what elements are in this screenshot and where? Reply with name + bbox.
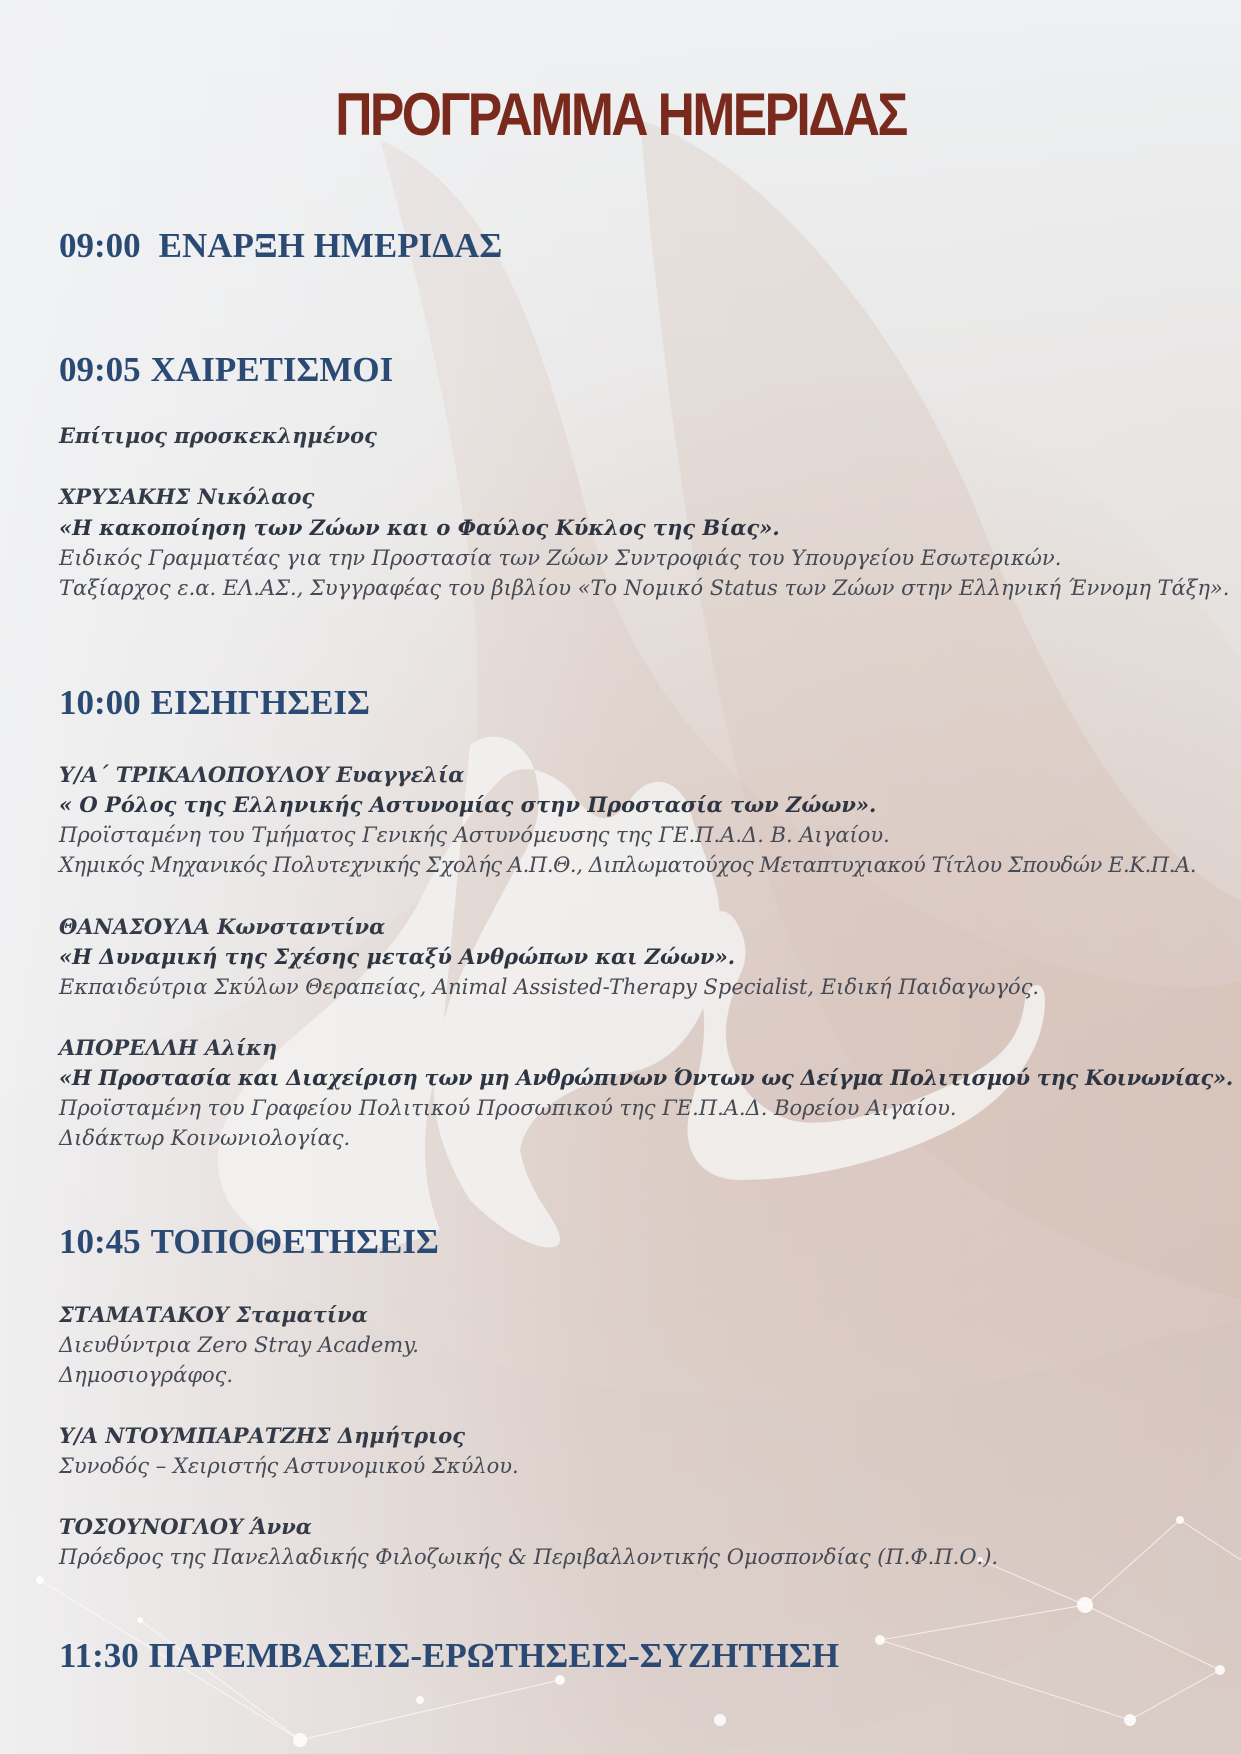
speaker-role: Εκπαιδεύτρια Σκύλων Θεραπείας, Animal Assisted-Therapy Specialist, Ειδική Παιδαγωγός. bbox=[59, 975, 1040, 999]
section-title: ΕΙΣΗΓΗΣΕΙΣ bbox=[150, 683, 370, 722]
speaker-role: Προϊσταμένη του Τμήματος Γενικής Αστυνόμευσης της ΓΕ.Π.Α.Δ. Β. Αιγαίου. bbox=[59, 823, 890, 847]
speaker-name: ΘΑΝΑΣΟΥΛΑ Κωνσταντίνα bbox=[59, 914, 386, 939]
section-heading-opening bbox=[59, 226, 502, 266]
speaker-role: Διδάκτωρ Κοινωνιολογίας. bbox=[59, 1126, 351, 1150]
talk-title: «Η Προστασία και Διαχείριση των μη Ανθρώπινων Όντων ως Δείγμα Πολιτισμού της Κοινωνίας». bbox=[59, 1065, 1233, 1090]
speaker-name: ΤΟΣΟΥΝΟΓΛΟΥ Άννα bbox=[59, 1514, 312, 1539]
speaker-name: Υ/Α ΝΤΟΥΜΠΑΡΑΤΖΗΣ Δημήτριος bbox=[59, 1423, 466, 1448]
talk-title: «Η Δυναμική της Σχέσης μεταξύ Ανθρώπων και Ζώων». bbox=[59, 944, 736, 969]
speaker-role: Διευθύντρια Zero Stray Academy. bbox=[59, 1333, 419, 1357]
section-time: 11:30 bbox=[59, 1636, 139, 1675]
section-heading-discussion bbox=[59, 1636, 839, 1676]
section-heading-positions bbox=[59, 1222, 439, 1262]
section-title: ΤΟΠΟΘΕΤΗΣΕΙΣ bbox=[150, 1222, 439, 1261]
section-title: ΠΑΡΕΜΒΑΣΕΙΣ-ΕΡΩΤΗΣΕΙΣ-ΣΥΖΗΤΗΣΗ bbox=[148, 1636, 840, 1675]
section-time: 10:45 bbox=[59, 1222, 141, 1261]
section-time: 09:05 bbox=[59, 350, 141, 389]
page-title: ΠΡΟΓΡΑΜΜΑ ΗΜΕΡΙΔΑΣ bbox=[335, 81, 906, 148]
speaker-name: ΧΡΥΣΑΚΗΣ Νικόλαος bbox=[59, 484, 315, 509]
honorary-guest-label: Επίτιμος προσκεκλημένος bbox=[59, 423, 377, 448]
speaker-role: Ταξίαρχος ε.α. ΕΛ.ΑΣ., Συγγραφέας του βιβλίου «Το Νομικό Status των Ζώων στην Ελληνική Έννομη Τάξη». bbox=[59, 576, 1230, 600]
section-title: ΧΑΙΡΕΤΙΣΜΟΙ bbox=[150, 350, 394, 389]
section-title: ΕΝΑΡΞΗ ΗΜΕΡΙΔΑΣ bbox=[158, 226, 503, 265]
speaker-role: Πρόεδρος της Πανελλαδικής Φιλοζωικής & Περιβαλλοντικής Ομοσπονδίας (Π.Φ.Π.Ο.). bbox=[59, 1545, 999, 1569]
speaker-role: Δημοσιογράφος. bbox=[59, 1363, 234, 1387]
speaker-name: ΣΤΑΜΑΤΑΚΟΥ Σταματίνα bbox=[59, 1302, 368, 1327]
speaker-name: Υ/Α΄ ΤΡΙΚΑΛΟΠΟΥΛΟΥ Ευαγγελία bbox=[59, 762, 465, 787]
speaker-role: Συνοδός – Χειριστής Αστυνομικού Σκύλου. bbox=[59, 1454, 519, 1478]
talk-title: «Η κακοποίηση των Ζώων και ο Φαύλος Κύκλος της Βίας». bbox=[59, 515, 780, 540]
section-time: 10:00 bbox=[59, 683, 141, 722]
talk-title: « Ο Ρόλος της Ελληνικής Αστυνομίας στην Προστασία των Ζώων». bbox=[59, 792, 877, 817]
speaker-role: Χημικός Μηχανικός Πολυτεχνικής Σχολής Α.Π.Θ., Διπλωματούχος Μεταπτυχιακού Τίτλου Σπουδών Ε.Κ.Π.Α. bbox=[59, 853, 1197, 877]
speaker-name: ΑΠΟΡΕΛΛΗ Αλίκη bbox=[59, 1035, 278, 1060]
section-heading-greetings bbox=[59, 350, 393, 390]
section-heading-presentations bbox=[59, 683, 370, 723]
section-time: 09:00 bbox=[59, 226, 141, 265]
speaker-role: Προϊσταμένη του Γραφείου Πολιτικού Προσωπικού της ΓΕ.Π.Α.Δ. Βορείου Αιγαίου. bbox=[59, 1096, 957, 1120]
speaker-role: Ειδικός Γραμματέας για την Προστασία των Ζώων Συντροφιάς του Υπουργείου Εσωτερικών. bbox=[59, 546, 1062, 570]
